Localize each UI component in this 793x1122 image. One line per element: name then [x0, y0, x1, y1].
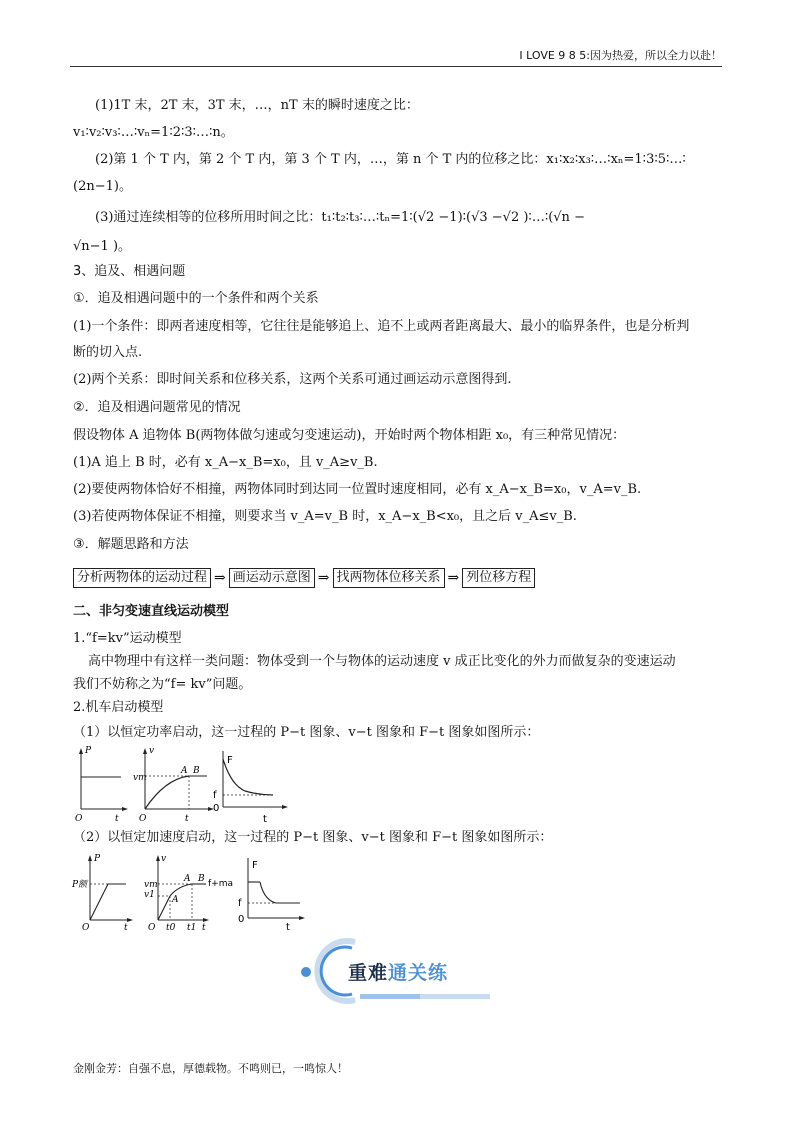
vt2-point-a-lower: A: [172, 895, 179, 905]
vt-point-a: A: [181, 766, 188, 776]
pt2-rated-power: P额: [72, 880, 88, 890]
text-line-4: (2n−1)。: [73, 179, 132, 194]
subheading-cases: ②．追及相遇问题常见的情况: [73, 400, 241, 415]
vt2-point-a: A: [184, 874, 191, 884]
ft-zero: 0: [213, 803, 220, 814]
text-line-21: 我们不妨称之为“f= kv”问题。: [73, 677, 252, 692]
text-line-1: (1)1T 末，2T 末，3T 末，…，nT 末的瞬时速度之比：: [95, 98, 419, 113]
flow-arrow-icon: ⇒: [317, 570, 330, 586]
pt2-axis-t: t: [124, 923, 128, 932]
flow-arrow-icon: ⇒: [214, 570, 226, 586]
ft-axis-t: t: [263, 814, 267, 825]
method-flowchart: [73, 568, 535, 588]
practice-section-badge: [300, 936, 500, 1006]
text-line-19: 1.“f=kv”运动模型: [73, 631, 182, 646]
flow-step-analyze: 分析两物体的运动过程: [73, 568, 211, 588]
ft-small-f: f: [213, 790, 217, 801]
text-line-5: (3)通过连续相等的位移所用时间之比：t₁∶t₂∶t₃∶…∶tₙ=1∶(√2 −1)∶(√3 −√2 )∶…∶(√n −: [95, 210, 585, 225]
pt2-axis-p: P: [94, 854, 101, 864]
constant-power-graphs: [73, 745, 303, 825]
vt-origin: O: [139, 814, 147, 824]
text-line-6: √n−1 )。: [73, 239, 132, 254]
text-line-11: (2)两个关系：即时间关系和位移关系，这两个关系可通过画运动示意图得到.: [73, 372, 512, 387]
header-motto: I LOVE 9 8 5:因为热爱，所以全力以赴！: [519, 49, 722, 62]
subheading-conditions: ①．追及相遇问题中的一个条件和两个关系: [73, 291, 319, 306]
pt-axis-p: P: [85, 746, 92, 756]
vt2-vm: vm: [144, 880, 158, 890]
pt2-origin: O: [82, 923, 90, 932]
page-header: [70, 44, 722, 67]
vt2-t0: t0: [166, 923, 176, 932]
vt-axis-t: t: [185, 814, 189, 824]
text-line-9: (1)一个条件：即两者速度相等，它往往是能够追上、追不上或两者距离最大、最小的临界条件，也是分析判: [73, 319, 690, 334]
text-line-23: （1）以恒定功率启动，这一过程的 P−t 图象、v−t 图象和 F−t 图象如图所示：: [73, 725, 540, 740]
vt2-point-b: B: [198, 874, 205, 884]
text-line-24: （2）以恒定加速度启动，这一过程的 P−t 图象、v−t 图象和 F−t 图象如图所示：: [73, 830, 553, 845]
ft2-f-plus-ma: f+ma: [208, 879, 233, 889]
constant-acceleration-graphs: [70, 852, 310, 932]
pt-origin: O: [75, 814, 83, 824]
vt2-v1: v1: [144, 890, 155, 900]
flow-step-relation: 找两物体位移关系: [333, 568, 445, 588]
text-line-16: (3)若使两物体保证不相撞，则要求当 v_A=v_B 时，x_A−x_B<x₀，且之后 v_A≤v_B.: [73, 509, 577, 524]
vt-vm: vm: [133, 773, 147, 783]
vt2-axis-t: t: [202, 923, 206, 932]
text-line-13: 假设物体 A 追物体 B(两物体做匀速或匀变速运动)，开始时两个物体相距 x₀，有三种常见情况：: [73, 428, 626, 443]
ft2-axis-f: F: [252, 860, 258, 871]
text-line-20: 高中物理中有这样一类问题：物体受到一个与物体的运动速度 v 成正比变化的外力而做复杂的变速运动: [88, 654, 676, 669]
text-line-14: (1)A 追上 B 时，必有 x_A−x_B=x₀，且 v_A≥v_B.: [73, 455, 378, 470]
vt-point-b: B: [193, 766, 200, 776]
badge-title-dark: 重难: [348, 962, 389, 984]
pt-axis-t: t: [115, 814, 119, 824]
ft2-small-f: f: [238, 898, 242, 909]
text-line-22: 2.机车启动模型: [73, 700, 164, 715]
text-line-3: (2)第 1 个 T 内，第 2 个 T 内，第 3 个 T 内，…，第 n 个 T 内的位移之比：x₁∶x₂∶x₃∶…∶xₙ=1∶3∶5∶…∶: [95, 152, 686, 167]
flow-step-equation: 列位移方程: [462, 568, 535, 588]
subheading-method: ③．解题思路和方法: [73, 537, 189, 552]
ft2-axis-t: t: [286, 922, 290, 932]
page-footer: 金刚金芳：自强不息，厚德载物。不鸣则已，一鸣惊人！: [73, 1062, 348, 1075]
vt2-axis-v: v: [161, 854, 167, 864]
vt-axis-v: v: [149, 746, 155, 756]
vt2-t1: t1: [187, 923, 197, 932]
flow-step-diagram: 画运动示意图: [229, 568, 315, 588]
section-heading-chase: 3、追及、相遇问题: [73, 264, 186, 279]
text-line-10: 断的切入点.: [73, 345, 143, 360]
text-line-2: v₁∶v₂∶v₃∶…∶vₙ=1∶2∶3∶…∶n。: [73, 125, 234, 140]
ft-axis-f: F: [227, 755, 233, 766]
ft2-zero: 0: [238, 914, 245, 925]
vt2-origin: O: [148, 923, 156, 932]
section-heading-nonuniform: 二、非匀变速直线运动模型: [73, 604, 230, 619]
badge-title-accent: 通关练: [388, 962, 449, 984]
flow-arrow-icon: ⇒: [447, 570, 460, 586]
text-line-15: (2)要使两物体恰好不相撞，两物体同时到达同一位置时速度相同，必有 x_A−x_B=x₀，v_A=v_B.: [73, 482, 642, 497]
